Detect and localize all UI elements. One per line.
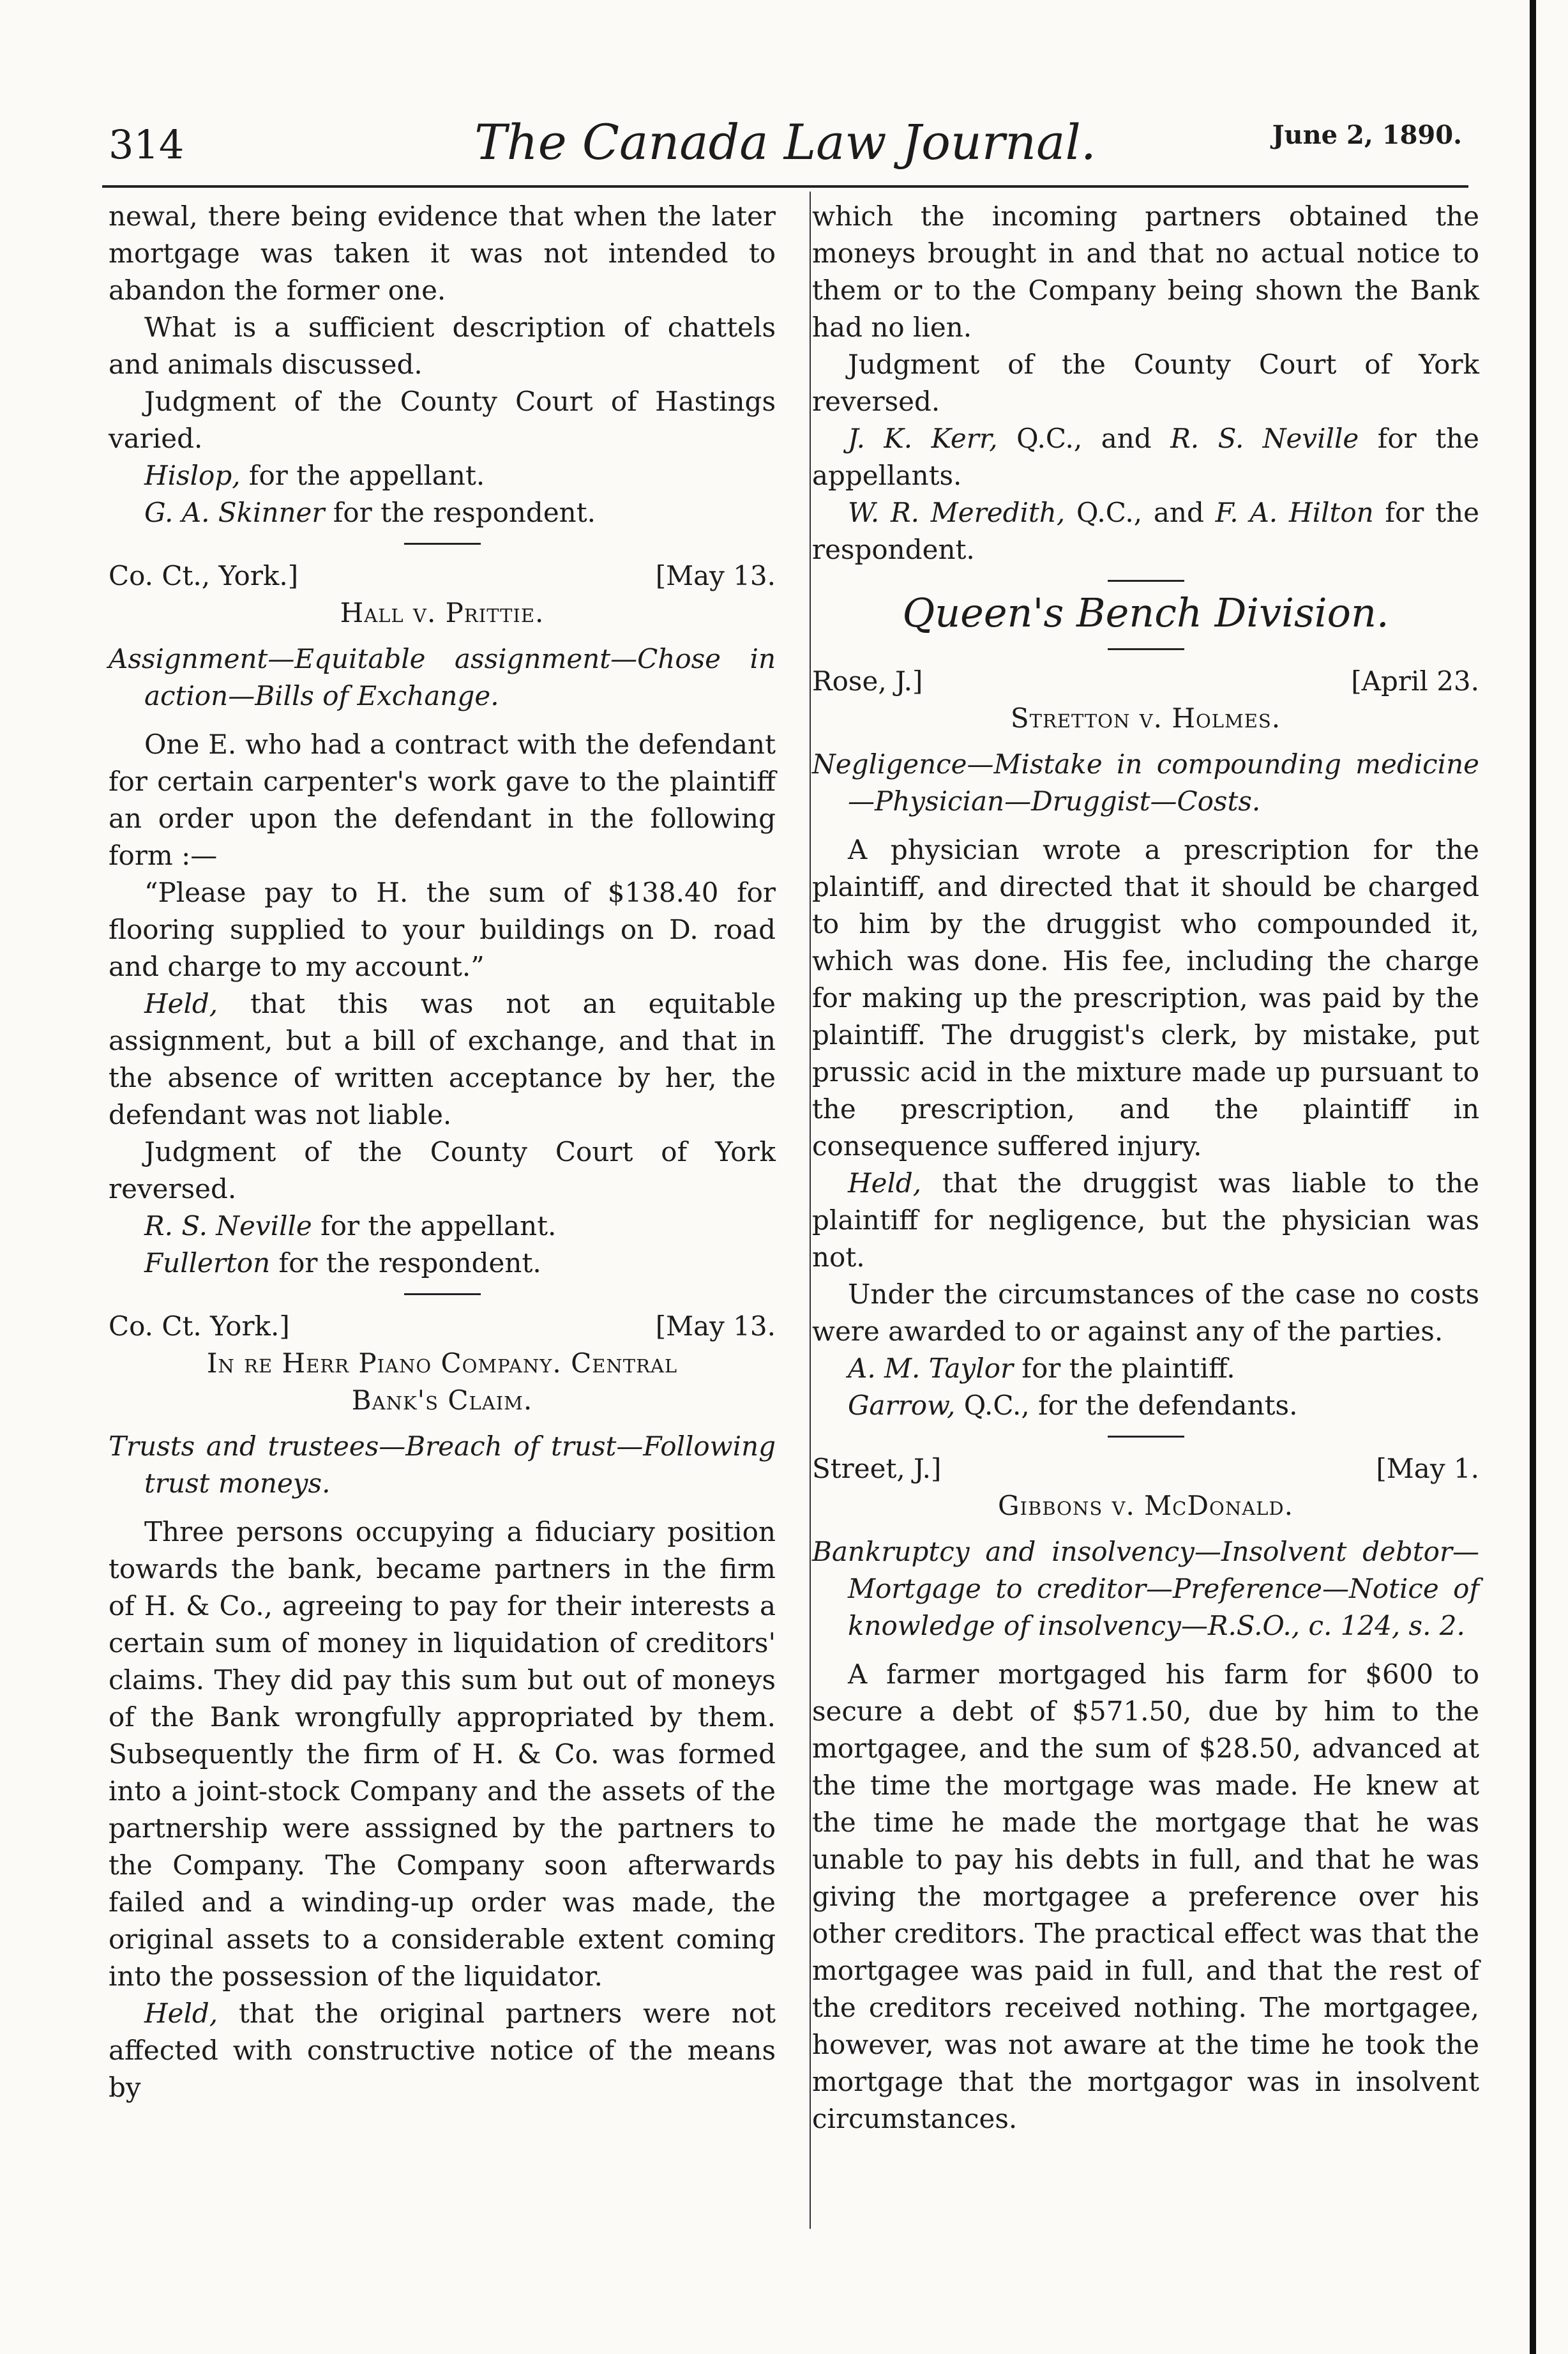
case-date: [May 1. xyxy=(1376,1453,1479,1484)
page-edge-shadow xyxy=(1530,0,1536,2354)
headnote: Bankruptcy and insolvency—Insolvent debtor—Mortgage to creditor—Preference—Notice of knowledge of insolvency—R.S.O., c. 124, s. 2. xyxy=(812,1536,1479,1641)
header-rule xyxy=(102,185,1468,188)
section-rule xyxy=(1108,648,1184,650)
judgment-line: Judgment of the County Court of York reversed. xyxy=(109,1136,776,1204)
section-rule xyxy=(1108,580,1184,582)
right-column xyxy=(812,198,1479,2138)
counsel-line: Hislop, for the appellant. xyxy=(144,460,485,491)
counsel-line: W. R. Meredith, Q.C., and F. A. Hilton for the respondent. xyxy=(812,497,1479,565)
court-line xyxy=(109,1308,776,1345)
case-title: In re Herr Piano Company. Central xyxy=(206,1348,678,1379)
headnote: Assignment—Equitable assignment—Chose in action—Bills of Exchange. xyxy=(109,643,776,711)
quoted-order: “Please pay to H. the sum of $138.40 for flooring supplied to your buildings on D. road and charge to my account.” xyxy=(109,877,776,982)
case-date: [April 23. xyxy=(1351,665,1479,697)
counsel-line: Fullerton for the respondent. xyxy=(144,1247,541,1279)
counsel-line: R. S. Neville for the appellant. xyxy=(144,1210,557,1242)
case-paragraph: A physician wrote a prescription for the plaintiff, and directed that it should be charged to him by the druggist who compounded it, which was done. His fee, including the charge for making up the prescription, was paid by the plaintiff. The druggist's clerk, by mistake, put prussic acid in the mixture made up pursuant to the prescription, and the plaintiff in consequence suffered injury. xyxy=(812,834,1479,1162)
court-line xyxy=(812,663,1479,700)
column-divider xyxy=(810,192,811,2229)
held-paragraph: Held, that the druggist was liable to the plaintiff for negligence, but the physician was not. xyxy=(812,1167,1479,1273)
judgment-line: Judgment of the County Court of York reversed. xyxy=(812,349,1479,417)
continuation-text: which the incoming partners obtained the moneys brought in and that no actual notice to them or to the Company being shown the Bank had no lien. xyxy=(812,201,1479,343)
case-date: [May 13. xyxy=(655,1310,776,1342)
intro-text: newal, there being evidence that when the later mortgage was taken it was not intended to abandon the former one. xyxy=(109,201,776,306)
section-rule xyxy=(1108,1436,1184,1438)
headnote: Negligence—Mistake in compounding medicine—Physician—Druggist—Costs. xyxy=(812,748,1479,817)
court-line xyxy=(109,558,776,595)
counsel-line: A. M. Taylor for the plaintiff. xyxy=(848,1353,1235,1384)
intro-judgment: Judgment of the County Court of Hastings varied. xyxy=(109,386,776,454)
counsel-line: Garrow, Q.C., for the defendants. xyxy=(848,1390,1298,1421)
court-name: Co. Ct. York.] xyxy=(109,1310,290,1342)
case-paragraph: A farmer mortgaged his farm for $600 to secure a debt of $571.50, due by him to the mortgagee, and the sum of $28.50, advanced at the time the mortgage was made. He knew at the time he made the mortgage that he was unable to pay his debts in full, and that he was giving the mortgagee a preference over his other creditors. The practical effect was that the mortgagee was paid in full, and that the rest of the creditors received nothing. The mortgagee, however, was not aware at the time he took the mortgage that the mortgagor was in insolvent circumstances. xyxy=(812,1659,1479,2134)
held-paragraph: Held, that this was not an equitable assignment, but a bill of exchange, and that in the absence of written acceptance by her, the defendant was not liable. xyxy=(109,988,776,1130)
section-rule xyxy=(404,1293,481,1295)
headnote: Trusts and trustees—Breach of trust—Following trust moneys. xyxy=(109,1431,776,1499)
costs-paragraph: Under the circumstances of the case no costs were awarded to or against any of the parties. xyxy=(812,1279,1479,1347)
judge-name: Street, J.] xyxy=(812,1453,942,1484)
judge-name: Rose, J.] xyxy=(812,665,923,697)
case-paragraph: Three persons occupying a fiduciary position towards the bank, became partners in the firm of H. & Co., agreeing to pay for their interests a certain sum of money in liquidation of creditors' claims. They did pay this sum but out of moneys of the Bank wrongfully appropriated by them. Subsequently the firm of H. & Co. was formed into a joint-stock Company and the assets of the partnership were asssigned by the partners to the Company. The Company soon afterwards failed and a winding-up order was made, the original assets to a considerable extent coming into the possession of the liquidator. xyxy=(109,1516,776,1992)
page-header xyxy=(109,109,1462,179)
held-paragraph: Held, that the original partners were not affected with constructive notice of the means by xyxy=(109,1998,776,2103)
division-title: Queen's Bench Division. xyxy=(902,589,1389,636)
case-title: Stretton v. Holmes. xyxy=(1010,702,1281,734)
counsel-line: J. K. Kerr, Q.C., and R. S. Neville for the appellants. xyxy=(812,423,1479,491)
left-column xyxy=(109,198,776,2106)
case-date: [May 13. xyxy=(655,560,776,591)
issue-date: June 2, 1890. xyxy=(1272,120,1462,150)
case-title: Gibbons v. McDonald. xyxy=(998,1490,1293,1521)
case-paragraph: One E. who had a contract with the defendant for certain carpenter's work gave to the plaintiff an order upon the defendant in the following form :— xyxy=(109,729,776,871)
journal-title: The Canada Law Journal. xyxy=(474,114,1096,171)
counsel-line: G. A. Skinner for the respondent. xyxy=(144,497,596,528)
page-number: 314 xyxy=(109,121,185,168)
intro-text: What is a sufficient description of chattels and animals discussed. xyxy=(109,312,776,380)
section-rule xyxy=(404,543,481,545)
case-title-cont: Bank's Claim. xyxy=(351,1385,533,1416)
court-name: Co. Ct., York.] xyxy=(109,560,299,591)
court-line xyxy=(812,1450,1479,1487)
case-title: Hall v. Prittie. xyxy=(340,597,545,628)
